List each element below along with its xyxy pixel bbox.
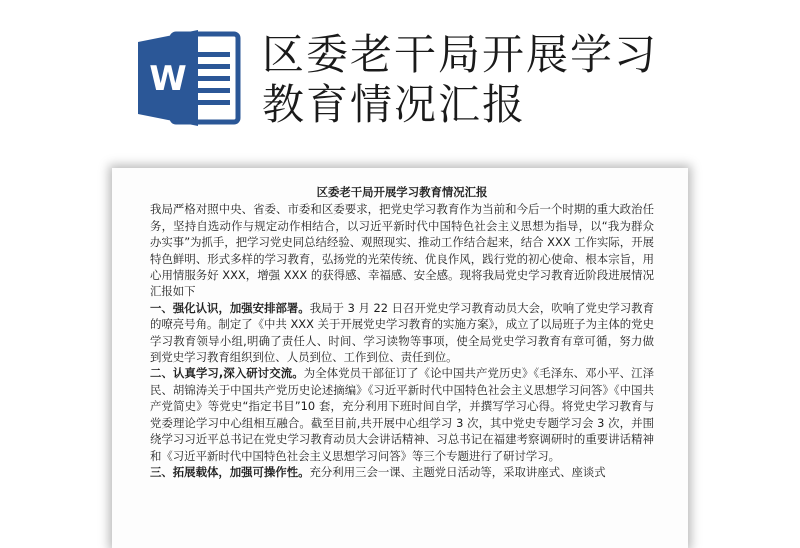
section-3-body: 充分利用三会一课、主题党日活动等，采取讲座式、座谈式: [309, 464, 606, 479]
section-2: [150, 365, 654, 463]
section-1-heading: 一、强化认识，加强安排部署。: [150, 300, 310, 315]
section-1-body: 我局于 3 月 22 日召开党史学习教育动员大会，吹响了党史学习教育的嘹亮号角。制定了《中共 XXX 关于开展党史学习教育的实施方案》，成立了以局班子为主体的党史学习教育领导小组,明确了责任人、时间、学习读物等事项，使全局党史学习教育有章可循，努力做到党史学习教育组织到位、人员到位、工作到位、责任到位。: [150, 300, 654, 365]
header-banner: [0, 0, 800, 160]
word-icon-letter: W: [149, 59, 187, 99]
section-2-heading: 二、认真学习,深入研讨交流。: [150, 366, 304, 381]
section-1: [150, 300, 654, 366]
document-page: [112, 168, 688, 548]
document-title: 区委老干局开展学习教育情况汇报: [316, 185, 488, 199]
word-document-icon: [134, 28, 244, 128]
intro-paragraph: 我局严格对照中央、省委、市委和区委要求，把党史学习教育作为当前和今后一个时期的重大政治任务，坚持自选动作与规定动作相结合，以习近平新时代中国特色社会主义思想为指导，以“我为群众办实事”为抓手，把学习党史同总结经验、观照现实、推动工作结合起来，结合 XXX 工作实际，开展特色鲜明、形式多样的学习教育，弘扬党的光荣传统、优良作风，践行党的初心使命、根本宗旨，用心用情服务好 XXX，增强 XXX 的获得感、幸福感、安全感。现将我局党史学习教育近阶段进展情况汇报如下: [150, 202, 654, 299]
page-title-line-1: 区委老干局开展学习: [262, 30, 659, 79]
section-3-heading: 三、拓展载体，加强可操作性。: [150, 464, 310, 479]
section-3: [150, 464, 654, 480]
document-body: [150, 184, 654, 480]
page-title-line-2: 教育情况汇报: [262, 80, 527, 129]
page-title: [262, 30, 782, 130]
section-2-body: 为全体党员干部征订了《论中国共产党历史》《毛泽东、邓小平、江泽民、胡锦涛关于中国共产党历史论述摘编》《习近平新时代中国特色社会主义思想学习问答》《中国共产党简史》等党史“指定书目”10 套，充分利用下班时间自学，并撰写学习心得。将党史学习教育与党委理论学习中心组相互融合。截至目前,共开展中心组学习 3 次，其中党史专题学习会 3 次，并围绕学习习近平总书记在党史学习教育动员大会讲话精神、习总书记在福建考察调研时的重要讲话精神和《习近平新时代中国特色社会主义思想学习问答》等三个专题进行了研讨学习。: [150, 366, 654, 463]
